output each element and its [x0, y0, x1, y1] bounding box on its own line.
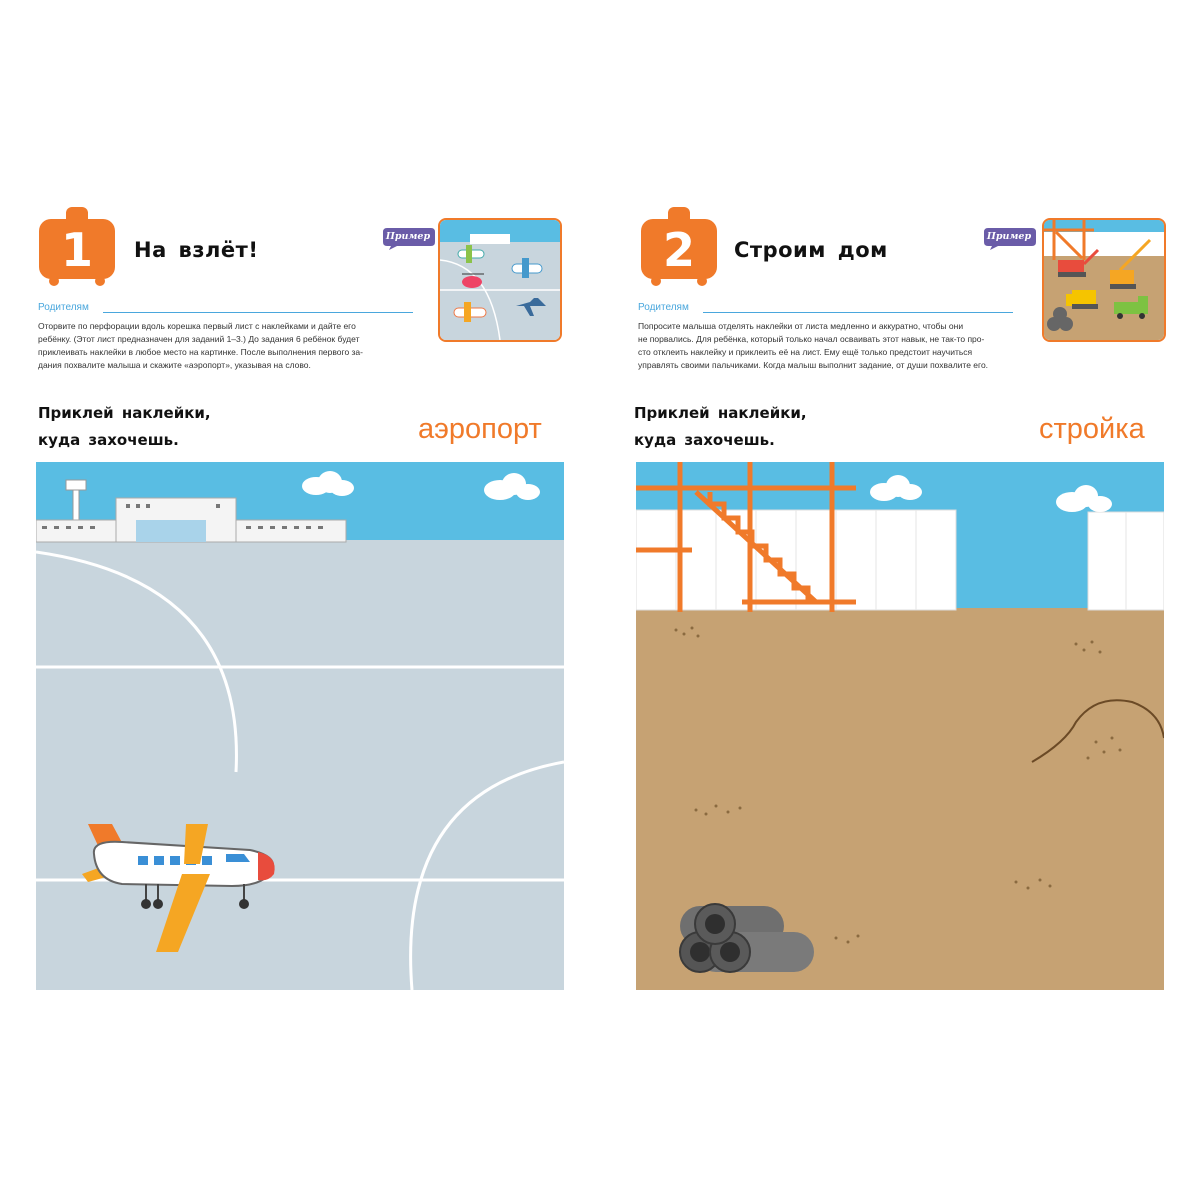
- task-title: На взлёт!: [134, 238, 259, 262]
- instruction: Приклей наклейки, куда захочешь.: [38, 404, 211, 449]
- example-tag: [381, 226, 437, 250]
- parents-text: Оторвите по перфорации вдоль корешка первый лист с наклейками и дайте его ребёнку. (Этот лист предназначен для заданий 1–3.) До задания 6 ребёнок будет приклеивать наклейки в любое место на картинке. После выполнения первого за- дания похвалите малыша и скажите «аэропорт», указывая на слово.: [38, 321, 363, 370]
- airport-scene: [36, 462, 564, 990]
- instruction: Приклей наклейки, куда захочешь.: [634, 404, 807, 449]
- construction-scene: [636, 462, 1164, 990]
- example-label: Пример: [385, 231, 431, 242]
- task-number: 1: [60, 223, 93, 277]
- puzzle-badge-icon: [36, 205, 118, 287]
- parents-label: Родителям: [638, 302, 689, 313]
- task-number: 2: [662, 223, 695, 277]
- example-tag: [982, 226, 1038, 250]
- task-title: Строим дом: [734, 238, 888, 262]
- example-label: Пример: [986, 231, 1032, 242]
- right-page: [600, 0, 1200, 1200]
- puzzle-badge-icon: [638, 205, 720, 287]
- example-thumbnail: [1044, 220, 1164, 340]
- scene-word: стройка: [1039, 413, 1145, 445]
- parents-label: Родителям: [38, 302, 89, 313]
- parents-divider: [103, 312, 413, 313]
- parents-divider: [703, 312, 1013, 313]
- example-thumbnail: [440, 220, 560, 340]
- scene-word: аэропорт: [418, 413, 542, 445]
- parents-text: Попросите малыша отделять наклейки от листа медленно и аккуратно, чтобы они не порвались. Для ребёнка, который только начал осваивать этот навык, не так-то про- сто отклеить наклейку и приклеить её на лист. Ему ещё только предстоит научиться управлять своими пальчиками. Когда малыш выполнит задание, от души похвалите его.: [638, 321, 989, 370]
